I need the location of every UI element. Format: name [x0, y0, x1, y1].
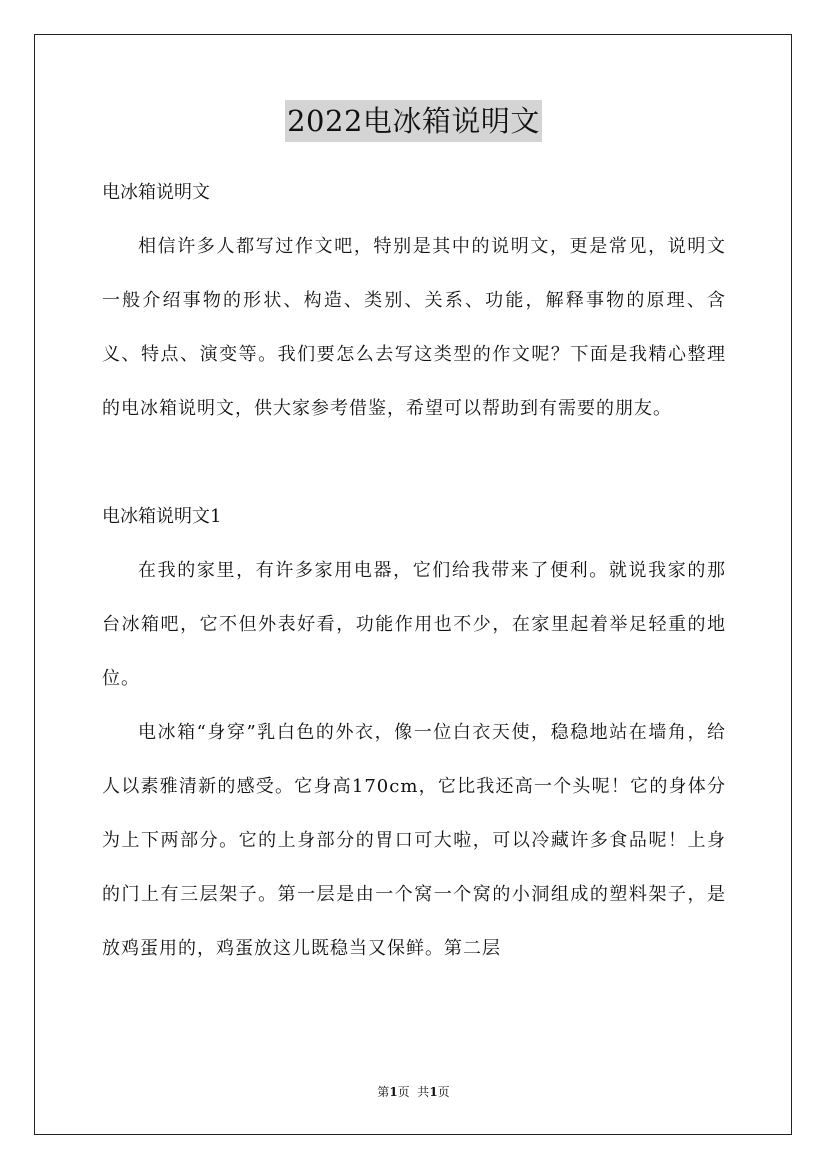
footer-page-prefix: 第 — [377, 1085, 390, 1099]
footer-page-total: 1 — [429, 1085, 438, 1099]
footer-page-current: 1 — [389, 1085, 398, 1099]
intro-paragraph: 相信许多人都写过作文吧，特别是其中的说明文，更是常见，说明文一般介绍事物的形状、构造、类别、关系、功能，解释事物的原理、含义、特点、演变等。我们要怎么去写这类型的作文呢？下面是我精心整理的电冰箱说明文，供大家参考借鉴，希望可以帮助到有需要的朋友。 — [102, 236, 726, 419]
section-heading-1: 电冰箱说明文1 — [102, 506, 222, 527]
section-1-paragraph-1: 在我的家里，有许多家用电器，它们给我带来了便利。就说我家的那台冰箱吧，它不但外表好看，功能作用也不少，在家里起着举足轻重的地位。 — [102, 560, 726, 689]
section-1-paragraph-2: 电冰箱“身穿”乳白色的外衣，像一位白衣天使，稳稳地站在墙角，给人以素雅清新的感受。它身高170cm，它比我还高一个头呢！它的身体分为上下两部分。它的上身部分的胃口可大啦，可以冷藏许多食品呢！上身的门上有三层架子。第一层是由一个窝一个窝的小洞组成的塑料架子，是放鸡蛋用的，鸡蛋放这儿既稳当又保鲜。第二层 — [102, 722, 726, 959]
document-subtitle: 电冰箱说明文 — [102, 182, 210, 203]
footer-page-mid: 页 共 — [397, 1085, 430, 1099]
footer-page-suffix: 页 — [437, 1085, 450, 1099]
section-spacer — [102, 436, 726, 490]
document-title: 2022电冰箱说明文 — [285, 100, 542, 142]
title-area — [0, 100, 827, 142]
page-footer — [0, 1083, 827, 1101]
document-body — [102, 166, 726, 976]
